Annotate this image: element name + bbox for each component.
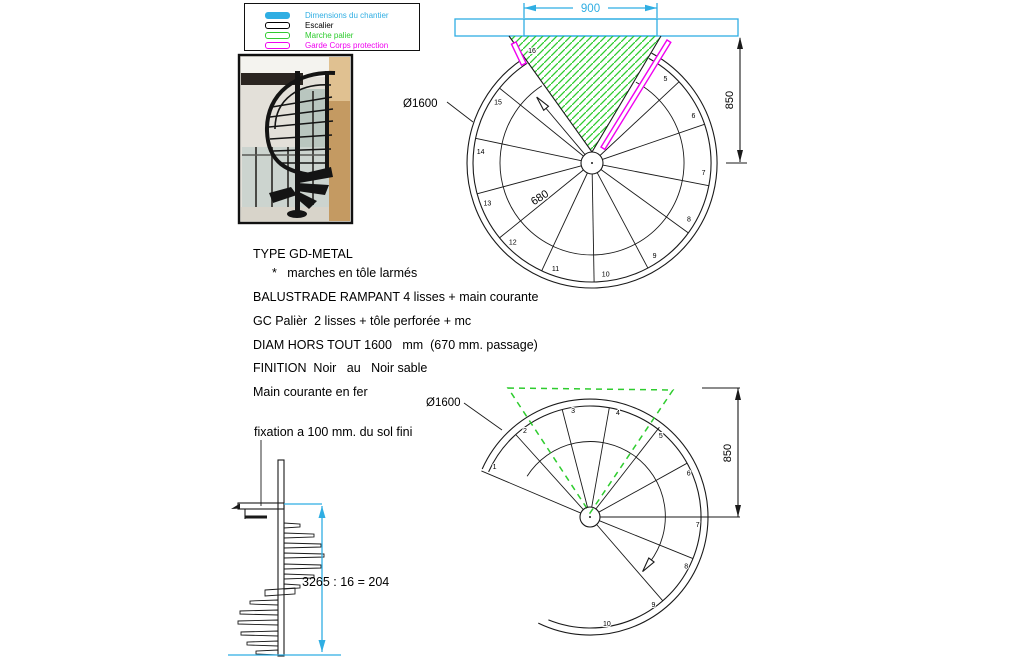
- dim-900-label: 900: [580, 3, 601, 15]
- spec-balustrade: BALUSTRADE RAMPANT 4 lisses + main courante: [253, 290, 539, 304]
- step-number: 2: [523, 428, 527, 436]
- step-number: 13: [483, 200, 492, 208]
- ceiling-opening-band: [455, 19, 738, 36]
- spec-finition: FINITION Noir au Noir sable: [253, 361, 428, 375]
- side-steps: [238, 523, 324, 655]
- center-pole: [581, 152, 603, 174]
- center-pole-bottom: [580, 507, 600, 527]
- legend-label-escalier: Escalier: [305, 20, 334, 30]
- dimension-900: [524, 3, 657, 18]
- step-number: 9: [652, 253, 657, 260]
- dim-850-top-label: 850: [724, 90, 736, 110]
- staircase-photo: [239, 55, 352, 223]
- side-elevation-view: [228, 420, 438, 664]
- step-number: 16: [528, 48, 536, 55]
- side-landing: [231, 503, 284, 519]
- step-number: 5: [663, 76, 668, 83]
- dimension-850-bottom: [702, 388, 741, 517]
- step-number: 10: [601, 271, 610, 279]
- legend-label-marche-palier: Marche palier: [305, 30, 354, 40]
- legend-label-chantier: Dimensions du chantier: [305, 10, 389, 20]
- step-number: 14: [476, 149, 485, 156]
- step-number: 15: [494, 99, 502, 107]
- spec-type: TYPE GD-METAL: [253, 247, 353, 261]
- top-plan-view: [390, 0, 770, 295]
- bottom-plan-view: [415, 375, 770, 664]
- fixation-note: fixation a 100 mm. du sol fini: [254, 425, 413, 439]
- step-number: 12: [508, 239, 517, 247]
- spec-diametre: DIAM HORS TOUT 1600 mm (670 mm. passage): [253, 338, 538, 352]
- diameter-leader-bottom: [426, 397, 502, 430]
- dim-850-bottom-label: 850: [722, 443, 734, 463]
- spec-main-courante: Main courante en fer: [253, 385, 368, 399]
- step-number: 5: [658, 433, 663, 440]
- rise-calculation: 3265 : 16 = 204: [302, 575, 390, 589]
- photo-right-wall-light: [329, 57, 350, 101]
- spec-gc-palier: GC Palièr 2 lisses + tôle perforée + mc: [253, 314, 472, 328]
- step-number: 8: [687, 216, 691, 224]
- diameter-label-top: Ø1600: [403, 98, 438, 110]
- passage-diameter-label: 680: [529, 187, 551, 209]
- spec-marches: * marches en tôle larmés: [272, 266, 418, 280]
- legend-swatch-chantier: [265, 12, 290, 19]
- step-number: 3: [571, 407, 576, 415]
- step-number: 7: [695, 522, 700, 529]
- step-number: 9: [651, 601, 656, 609]
- diameter-leader-top: [403, 98, 473, 122]
- dimension-850-top: [724, 37, 747, 163]
- step-number: 6: [691, 113, 696, 120]
- descent-direction-arc: [527, 442, 665, 572]
- side-pole: [278, 460, 284, 656]
- step-number: 10: [603, 621, 611, 629]
- diameter-label-bottom: Ø1600: [426, 397, 461, 409]
- step-number: 11: [551, 266, 560, 273]
- step-number: 4: [616, 410, 620, 418]
- step-division-lines-bottom: [481, 408, 740, 601]
- step-number: 1: [492, 463, 497, 471]
- legend-swatch-garde-corps: [265, 42, 290, 49]
- palier-dashed-outline: [508, 388, 673, 513]
- legend-swatch-escalier: [265, 22, 290, 29]
- step-number: 6: [686, 470, 691, 478]
- step-number: 8: [684, 563, 689, 571]
- step-number: 7: [701, 170, 706, 177]
- legend-swatch-marche-palier: [265, 32, 290, 39]
- legend-label-garde-corps: Garde Corps protection: [305, 40, 389, 50]
